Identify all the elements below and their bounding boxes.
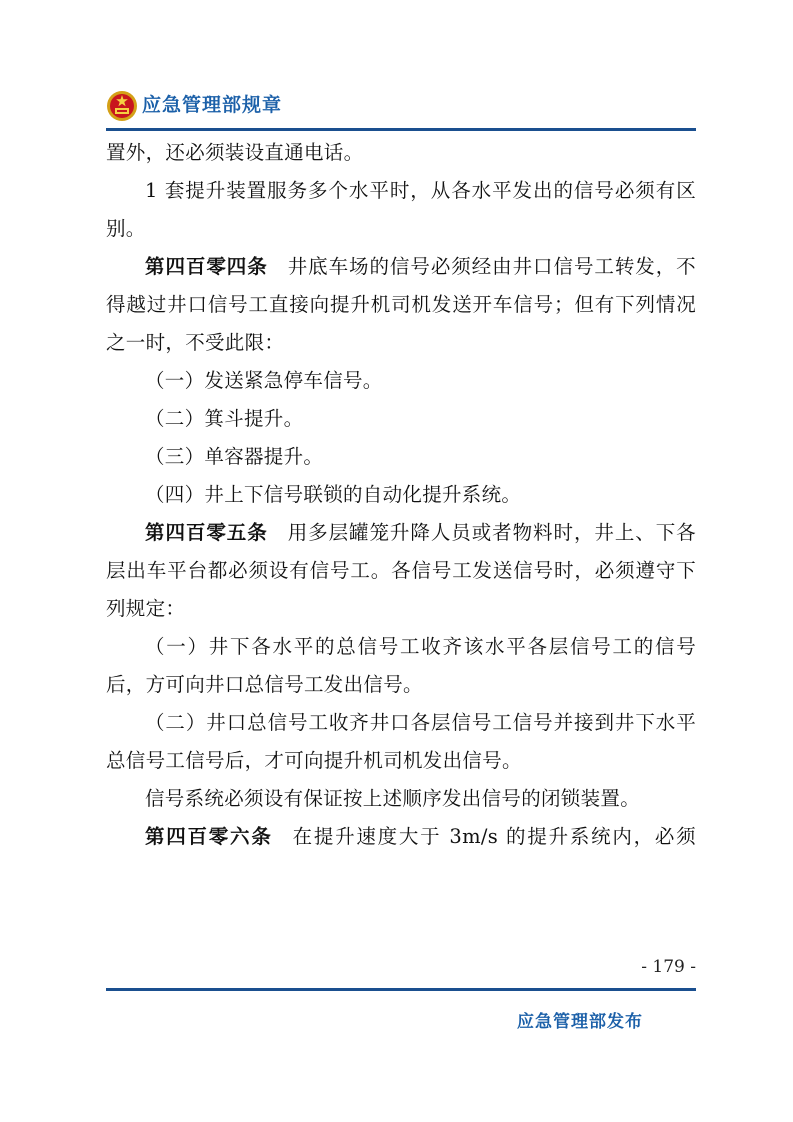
paragraph-text: 在提升速度大于 3m/s 的提升系统内，必须 [292, 825, 696, 848]
paragraph-text: （三）单容器提升。 [145, 445, 324, 468]
paragraph-text: （一）发送紧急停车信号。 [145, 369, 383, 392]
header-divider [106, 128, 696, 131]
paragraph [106, 172, 696, 248]
paragraph [106, 628, 696, 704]
paragraph [106, 362, 696, 400]
header-title: 应急管理部规章 [142, 94, 283, 116]
paragraph-text: （二）箕斗提升。 [145, 407, 304, 430]
page-header [106, 84, 696, 128]
paragraph-text: （四）井上下信号联锁的自动化提升系统。 [145, 483, 522, 506]
paragraph [106, 476, 696, 514]
paragraph-text: 信号系统必须设有保证按上述顺序发出信号的闭锁装置。 [145, 787, 641, 810]
paragraph [106, 780, 696, 818]
paragraph-text: （一）井下各水平的总信号工收齐该水平各层信号工的信号后，方可向井口总信号工发出信号。 [106, 635, 696, 696]
paragraph-text: （二）井口总信号工收齐井口各层信号工信号并接到井下水平总信号工信号后，才可向提升机司机发出信号。 [106, 711, 696, 772]
paragraph [106, 134, 696, 172]
article-number: 第四百零五条 [145, 521, 268, 544]
article-number: 第四百零四条 [145, 255, 268, 278]
article-paragraph [106, 248, 696, 362]
article-number: 第四百零六条 [145, 825, 273, 848]
footer-publisher: 应急管理部发布 [517, 1012, 643, 1032]
document-body [106, 134, 696, 856]
paragraph-text: 1 套提升装置服务多个水平时，从各水平发出的信号必须有区别。 [106, 179, 696, 240]
paragraph-text: 置外，还必须装设直通电话。 [106, 141, 364, 164]
page-number: - 179 - [641, 957, 696, 977]
paragraph [106, 400, 696, 438]
paragraph-text: 井底车场的信号必须经由井口信号工转发，不得越过井口信号工直接向提升机司机发送开车信号；但有下列情况之一时，不受此限： [106, 255, 696, 354]
article-paragraph [106, 818, 696, 856]
paragraph [106, 438, 696, 476]
national-emblem-icon [106, 90, 138, 122]
paragraph-text: 用多层罐笼升降人员或者物料时，井上、下各层出车平台都必须设有信号工。各信号工发送信号时，必须遵守下列规定： [106, 521, 696, 620]
article-paragraph [106, 514, 696, 628]
paragraph [106, 704, 696, 780]
footer-divider [106, 988, 696, 991]
